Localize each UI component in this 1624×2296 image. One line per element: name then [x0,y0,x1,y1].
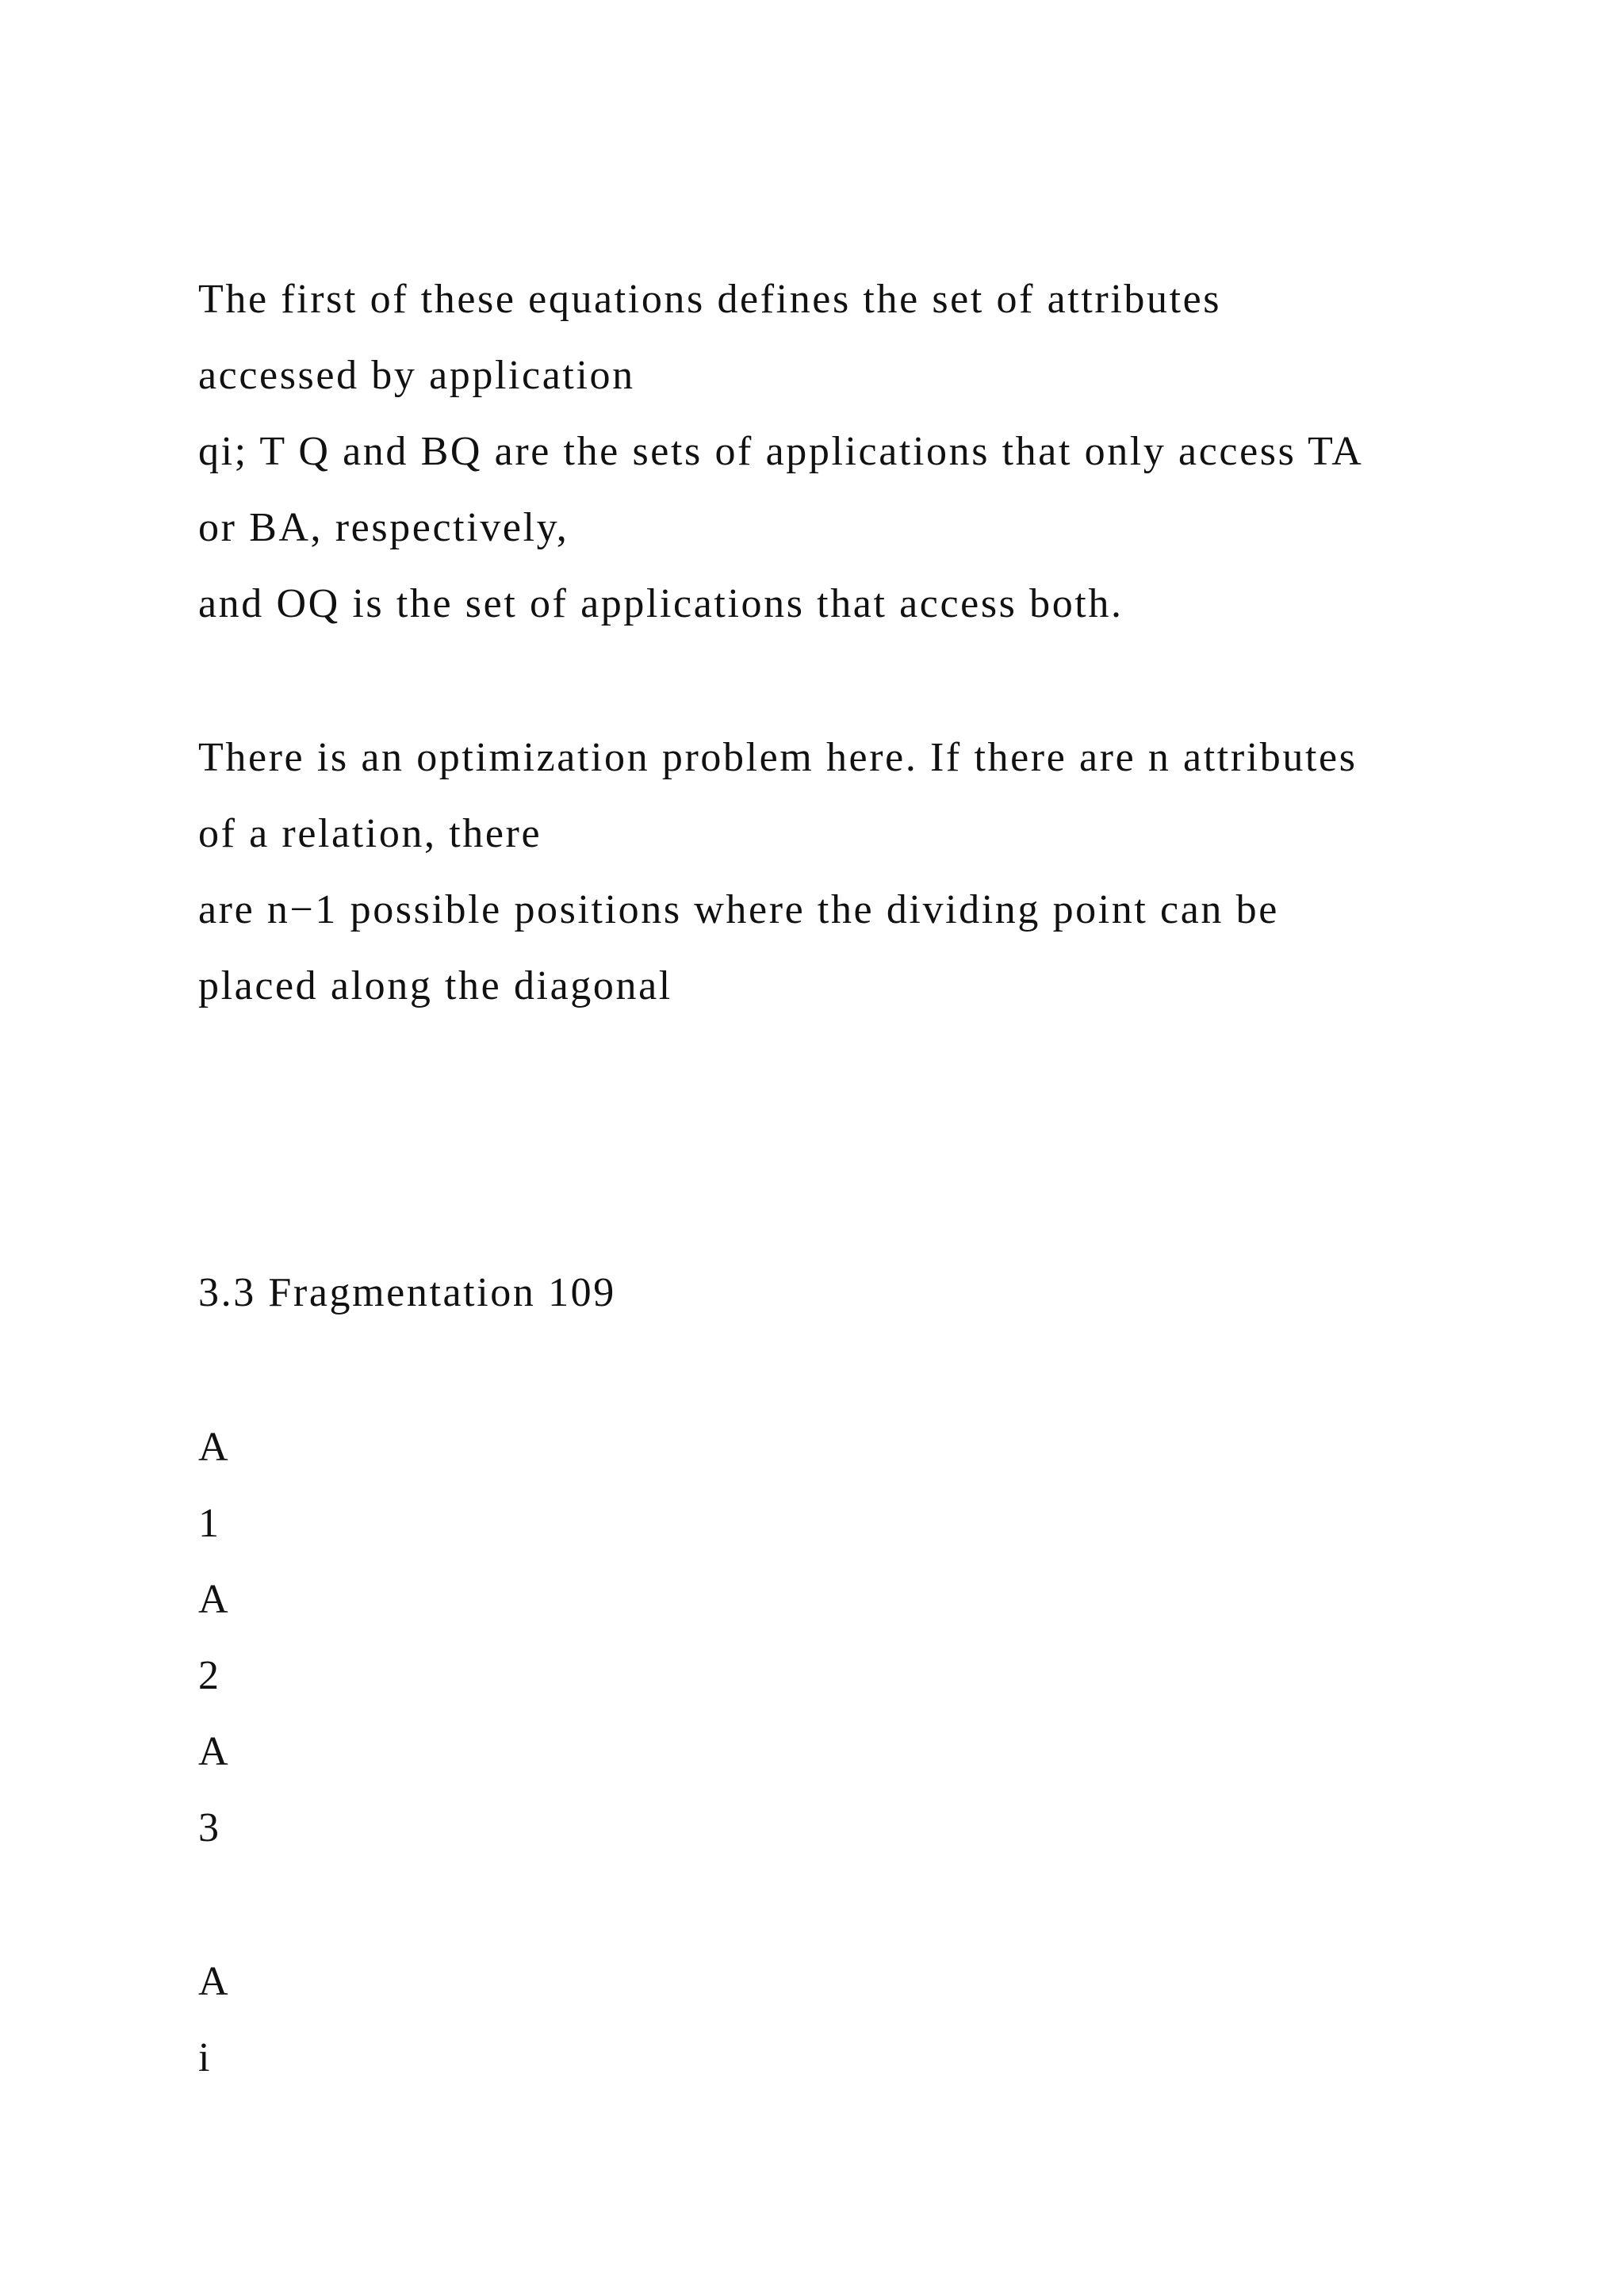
attribute-label: 3 [198,1805,221,1850]
text-line: or BA, respectively, [198,505,569,550]
attribute-label: A [198,1425,231,1470]
text-line: qi; T Q and BQ are the sets of applications that only access TA [198,429,1364,474]
attribute-label: A [198,1729,231,1774]
text-line: accessed by application [198,353,635,398]
text-line: are n−1 possible positions where the dividing point can be [198,887,1279,932]
text-line: and OQ is the set of applications that access both. [198,581,1124,626]
text-line: There is an optimization problem here. If there are n attributes [198,735,1358,780]
text-line: placed along the diagonal [198,963,672,1008]
text-line: The first of these equations defines the set of attributes [198,277,1222,322]
attribute-label: 1 [198,1501,221,1546]
attribute-label: i [198,2035,213,2080]
attribute-label: A [198,1959,231,2004]
section-heading: 3.3 Fragmentation 109 [198,1270,616,1315]
text-line: of a relation, there [198,811,542,856]
attribute-label: A [198,1577,231,1622]
attribute-label: 2 [198,1653,221,1698]
